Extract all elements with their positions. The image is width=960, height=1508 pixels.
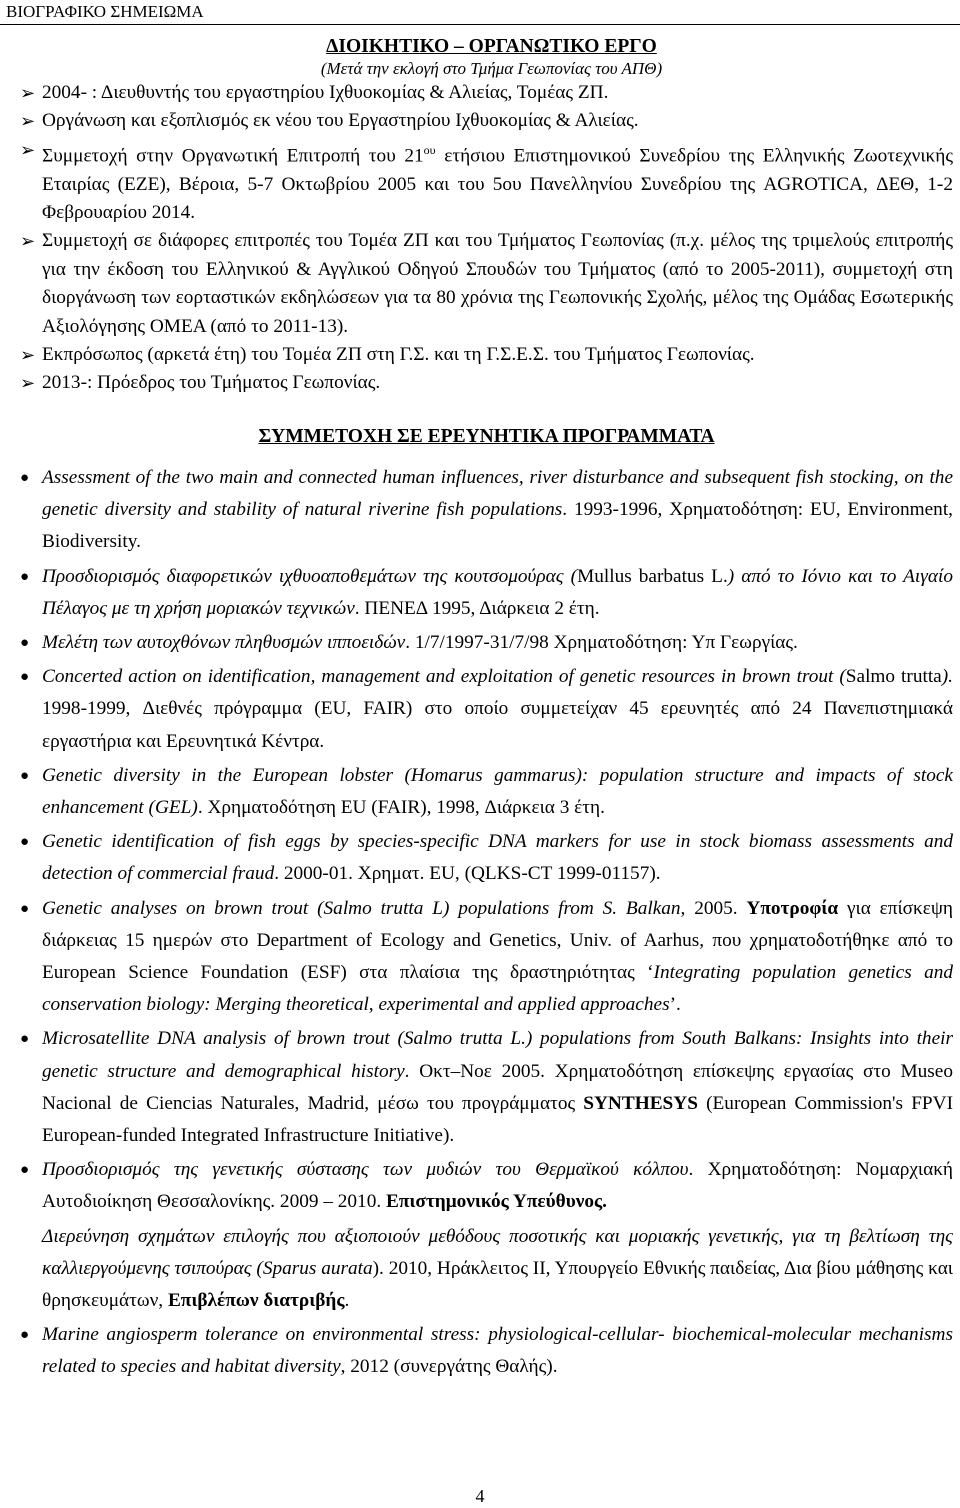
research-item [20, 561, 953, 625]
text-segment: 2013-: Πρόεδρος του Τμήματος Γεωπονίας. [42, 372, 381, 394]
text-segment: Μελέτη των αυτοχθόνων πληθυσμών ιπποειδών [42, 631, 406, 653]
text-segment: (European Commission's FPVI European-funded Integrated Infrastructure Initiative). [42, 1092, 953, 1146]
admin-item [20, 107, 953, 135]
arrow-bullet-icon: ➢ [20, 345, 36, 366]
round-bullet-icon: ● [20, 767, 30, 784]
text-segment: Genetic identification of fish eggs by species-specific DNA markers for use in stock biomass assessments and detection of commercial fraud [42, 831, 953, 885]
text-segment: Προσδιορισμός διαφορετικών ιχθυοαποθεμάτων της κουτσομούρας ( [42, 565, 578, 587]
text-segment: Επιστημονικός Υπεύθυνος. [385, 1191, 607, 1213]
text-segment: 2004- : Διευθυντής του εργαστηρίου Ιχθυοκομίας & Αλιείας, Τομέας ΖΠ. [42, 82, 609, 103]
text-segment: . 2000-01. Χρηματ. EU, (QLKS-CT 1999-01157). [274, 863, 661, 885]
admin-item [20, 369, 953, 397]
arrow-bullet-icon: ➢ [20, 111, 36, 132]
text-segment: Συμμετοχή σε διάφορες επιτροπές του Τομέα ΖΠ και του Τμήματος Γεωπονίας (π.χ. μέλος της τριμελούς επιτροπής για την έκδοση του Ελληνικού & Αγγλικού Οδηγού Σπουδών του Τμήματος (από το 2005-2011), συμμετοχή στη διοργάνωση των εορταστικών εκδηλώσεων για τα 80 χρόνια της Γεωπονικής Σχολής, μέλος της Ομάδας Εσωτερικής Αξιολόγησης ΟΜΕΑ (από το 2011-13). [42, 230, 953, 337]
document-body [20, 32, 953, 1386]
text-segment: Salmo trutta [845, 666, 942, 688]
text-segment: . ΠΕΝΕΔ 1995, Διάρκεια 2 έτη. [354, 597, 600, 619]
text-segment: SYNTHESYS [583, 1092, 698, 1114]
text-segment: Mullus barbatus L. [577, 565, 728, 587]
research-list [20, 462, 953, 1384]
round-bullet-icon: ● [20, 834, 30, 851]
research-item [20, 627, 953, 659]
arrow-bullet-icon: ➢ [20, 231, 36, 252]
text-segment: , 2012 (συνεργάτης Θαλής). [340, 1356, 558, 1378]
round-bullet-icon: ● [20, 634, 30, 651]
text-segment: Concerted action on identification, management and exploitation of genetic resources in brown trout ( [42, 666, 846, 688]
page-number: 4 [475, 1486, 485, 1506]
research-item [20, 1221, 953, 1318]
document-header [0, 0, 960, 25]
admin-list [20, 79, 953, 398]
research-item [20, 893, 953, 1022]
research-section-title: ΣΥΜΜΕΤΟΧΗ ΣΕ ΕΡΕΥΝΗΤΙΚΑ ΠΡΟΓΡΑΜΜΑΤΑ [258, 425, 715, 447]
text-segment: . Χρηματοδότηση EU (FAIR), 1998, Διάρκεια 3 έτη. [197, 796, 605, 818]
text-segment: ου [423, 142, 436, 157]
header-label: ΒΙΟΓΡΑΦΙΚΟ ΣΗΜΕΙΩΜΑ [6, 2, 204, 21]
text-segment: Sparus aurata [262, 1257, 373, 1279]
text-segment: . 1/7/1997-31/7/98 Χρηματοδότηση: Υπ Γεωργίας. [405, 631, 798, 653]
round-bullet-icon: ● [20, 669, 30, 686]
round-bullet-icon: ● [20, 1162, 30, 1179]
text-segment: Εκπρόσωπος (αρκετά έτη) του Τομέα ΖΠ στη Γ.Σ. και τη Γ.Σ.Ε.Σ. του Τμήματος Γεωπονίας. [42, 344, 755, 366]
text-segment: Συμμετοχή στην Οργανωτική Επιτροπή του 21 [42, 145, 424, 167]
text-segment: ’. [669, 994, 681, 1016]
admin-item [20, 79, 953, 107]
text-segment: για επίσκεψη διάρκειας 15 ημερών στο Department of Ecology and Genetics, Univ. of Aarhus, που χρηματοδοτήθηκε από το European Science Foundation (ESF) στα πλαίσια της δραστηριότητας ‘ [42, 897, 953, 983]
arrow-bullet-icon: ➢ [20, 373, 36, 394]
research-item [20, 1154, 953, 1218]
text-segment: Genetic analyses on brown trout (Salmo trutta L) populations from S. Balkan [42, 897, 681, 919]
text-segment: Οργάνωση και εξοπλισμός εκ νέου του Εργαστηρίου Ιχθυοκομίας & Αλιείας. [42, 110, 639, 132]
text-segment: Assessment of the two main and connected human influences, river disturbance and subsequent fish stocking, on the genetic diversity and stability of natural riverine fish populations [42, 466, 953, 521]
text-segment: Marine angiosperm tolerance on environmental stress: physiological-cellular- biochemical-molecular mechanisms related to species and habitat diversity [42, 1324, 953, 1378]
text-segment: Integrating population genetics and conservation biology: Merging theoretical, experimental and applied approaches [42, 961, 953, 1016]
text-segment: , 2005. [680, 897, 747, 919]
research-item [20, 1023, 953, 1152]
round-bullet-icon: ● [20, 469, 30, 486]
text-segment: ). [941, 666, 953, 688]
research-item [20, 1319, 953, 1383]
admin-item [20, 227, 953, 341]
text-segment: 1998-1999, Διεθνές πρόγραμμα (EU, FAIR) στο οποίο συμμετείχαν 45 ερευνητές από 24 Πανεπιστημιακά εργαστήρια και Ερευνητικά Κέντρα. [42, 698, 953, 752]
text-segment: ετήσιου Επιστημονικού Συνεδρίου της Ελληνικής Ζωοτεχνικής Εταιρίας (ΕΖΕ), Βέροια, 5-7 Οκτωβρίου 2005 και του 5ου Πανελληνίου Συνεδρίου της AGROTICA, ΔΕΘ, 1-2 Φεβρουαρίου 2014. [42, 145, 953, 224]
text-segment: Genetic diversity in the European lobster (Homarus gammarus): population structure and impacts of stock enhancement (GEL) [42, 764, 953, 818]
text-segment: . Χρηματοδότηση: Νομαρχιακή Αυτοδιοίκηση Θεσσαλονίκης. 2009 – 2010. [42, 1159, 953, 1213]
research-item [20, 462, 953, 559]
text-segment: ) από το Ιόνιο και το Αιγαίο Πέλαγος με τη χρήση μοριακών τεχνικών [42, 565, 953, 619]
text-segment: Προσδιορισμός της γενετικής σύστασης των μυδιών του Θερμαϊκού κόλπου [42, 1159, 689, 1181]
round-bullet-icon: ● [20, 1327, 30, 1344]
research-item [20, 826, 953, 890]
round-bullet-icon: ● [20, 568, 30, 585]
admin-item [20, 341, 953, 369]
text-segment: Microsatellite DNA analysis of brown trout (Salmo trutta L.) populations from South Balkans: Insights into their genetic structure and demographical history [42, 1028, 953, 1082]
research-item [20, 760, 953, 824]
round-bullet-icon: ● [20, 1031, 30, 1048]
arrow-bullet-icon: ➢ [20, 139, 36, 160]
text-segment: . [344, 1289, 350, 1311]
arrow-bullet-icon: ➢ [20, 83, 36, 103]
text-segment: Υποτροφία [746, 897, 839, 919]
text-segment: Διερεύνηση σχημάτων επιλογής που αξιοποιούν μεθόδους ποσοτικής και μοριακής γενετικής, για τη βελτίωση της καλλιεργούμενης τσιπούρας ( [42, 1225, 953, 1279]
admin-section-title: ΔΙΟΙΚΗΤΙΚΟ – ΟΡΓΑΝΩΤΙΚΟ ΕΡΓΟ [326, 36, 657, 57]
round-bullet-icon: ● [20, 900, 30, 917]
admin-section-subtitle: (Μετά την εκλογή στο Τμήμα Γεωπονίας του ΑΠΘ) [320, 59, 663, 78]
text-segment: ). 2010, Ηράκλειτος ΙΙ, Υπουργείο Εθνικής παιδείας, Δια βίου μάθησης και θρησκευμάτων, [42, 1257, 953, 1311]
text-segment: Επιβλέπων διατριβής [167, 1289, 345, 1311]
admin-item [20, 136, 953, 228]
research-item [20, 661, 953, 758]
text-segment: . 1993-1996, Χρηματοδότηση: EU, Environment, Biodiversity. [42, 499, 953, 553]
text-segment: . Οκτ–Νοε 2005. Χρηματοδότηση επίσκεψης εργασίας στο Museo Nacional de Ciencias Naturales, Madrid, μέσω του προγράμματος [42, 1060, 953, 1114]
